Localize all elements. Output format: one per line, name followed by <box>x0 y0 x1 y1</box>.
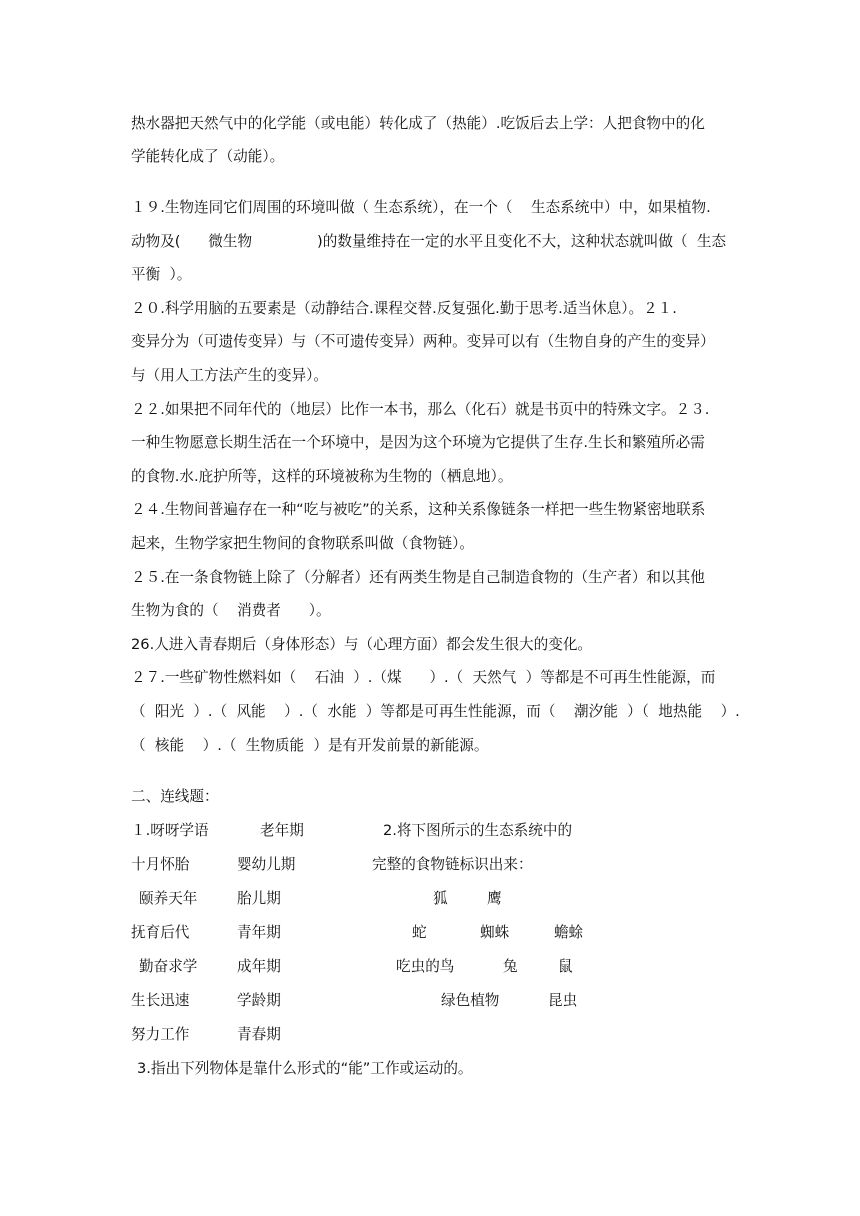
match-q2-sub: 完整的食物链标识出来： <box>372 856 533 873</box>
text-line: 变异分为（可遗传变异）与（不可遗传变异）两种。变异可以有（生物自身的产生的变异） <box>131 333 715 350</box>
text-line: 26.人进入青春期后（身体形态）与（心理方面）都会发生很大的变化。 <box>131 636 593 653</box>
text-line: 平衡 ）。 <box>131 266 192 283</box>
match-right-item: 成年期 <box>237 958 281 975</box>
text-line: ２２.如果把不同年代的（地层）比作一本书，那么（化石）就是书页中的特殊文字。２３. <box>131 401 710 418</box>
match-left-item: 颐养天年 <box>139 890 198 907</box>
text-line: ２７.一些矿物性燃料如（ 石油 ）.（煤 ）.（ 天然气 ）等都是不可再生性能源，而 <box>131 669 716 686</box>
match-right-item: 学龄期 <box>237 992 281 1009</box>
text-line: １９.生物连同它们周围的环境叫做（ 生态系统），在一个（ 生态系统中）中，如果植物. <box>131 199 711 216</box>
match-right-item: 胎儿期 <box>237 890 281 907</box>
match-q1-title: １.呀呀学语 <box>131 822 209 839</box>
text-line: 与（用人工方法产生的变异）。 <box>131 367 329 384</box>
text-line: 一种生物愿意长期生活在一个环境中，是因为这个环境为它提供了生存.生长和繁殖所必需 <box>131 434 705 451</box>
text-line: ２５.在一条食物链上除了（分解者）还有两类生物是自己制造食物的（生产者）和以其他 <box>131 569 705 586</box>
section-heading: 二、连线题： <box>131 788 219 805</box>
text-line: ２０.科学用脑的五要素是（动静结合.课程交替.反复强化.勤于思考.适当休息）。２１. <box>131 300 677 317</box>
match-left-item: 抚育后代 <box>131 924 190 941</box>
food-web-organism: 绿色植物 <box>441 992 500 1009</box>
text-line: 起来，生物学家把生物间的食物联系叫做（食物链）。 <box>131 535 474 552</box>
match-q3-title: 3.指出下列物体是靠什么形式的“能”工作或运动的。 <box>137 1060 473 1077</box>
food-web-organism: 蟾蜍 <box>554 924 584 941</box>
food-web-organism: 昆虫 <box>548 992 578 1009</box>
text-line: 的食物.水.庇护所等，这样的环境被称为生物的（栖息地）。 <box>131 468 513 485</box>
match-left-item: 生长迅速 <box>131 992 190 1009</box>
match-left-item: 勤奋求学 <box>139 958 198 975</box>
text-line: 学能转化成了（动能）。 <box>131 148 285 165</box>
text-line: 生物为食的（ 消费者 ）。 <box>131 602 331 619</box>
text-line: （ 阳光 ）.（ 风能 ）.（ 水能 ）等都是可再生性能源，而（ 潮汐能 ）（ 地热能 ）. <box>131 703 740 720</box>
match-right-item: 老年期 <box>260 822 304 839</box>
food-web-organism: 吃虫的鸟 <box>396 958 455 975</box>
match-right-item: 青年期 <box>237 924 281 941</box>
match-right-item: 青春期 <box>237 1026 281 1043</box>
match-q2-title: 2.将下图所示的生态系统中的 <box>383 822 573 839</box>
text-line: 动物及( 微生物 )的数量维持在一定的水平且变化不大，这种状态就叫做（ 生态 <box>131 233 727 250</box>
food-web-organism: 蜘蛛 <box>480 924 510 941</box>
food-web-organism: 狐 <box>433 890 448 907</box>
food-web-organism: 鼠 <box>558 958 573 975</box>
food-web-organism: 鹰 <box>487 890 502 907</box>
match-left-item: 努力工作 <box>131 1026 190 1043</box>
match-right-item: 婴幼儿期 <box>237 856 296 873</box>
text-line: （ 核能 ）.（ 生物质能 ）是有开发前景的新能源。 <box>131 737 489 754</box>
text-line: 热水器把天然气中的化学能（或电能）转化成了（热能）.吃饭后去上学：人把食物中的化 <box>131 115 705 132</box>
text-line: ２４.生物间普遍存在一种“吃与被吃”的关系，这种关系像链条一样把一些生物紧密地联系 <box>131 501 706 518</box>
food-web-organism: 兔 <box>503 958 518 975</box>
match-left-item: 十月怀胎 <box>131 856 190 873</box>
food-web-organism: 蛇 <box>412 924 427 941</box>
